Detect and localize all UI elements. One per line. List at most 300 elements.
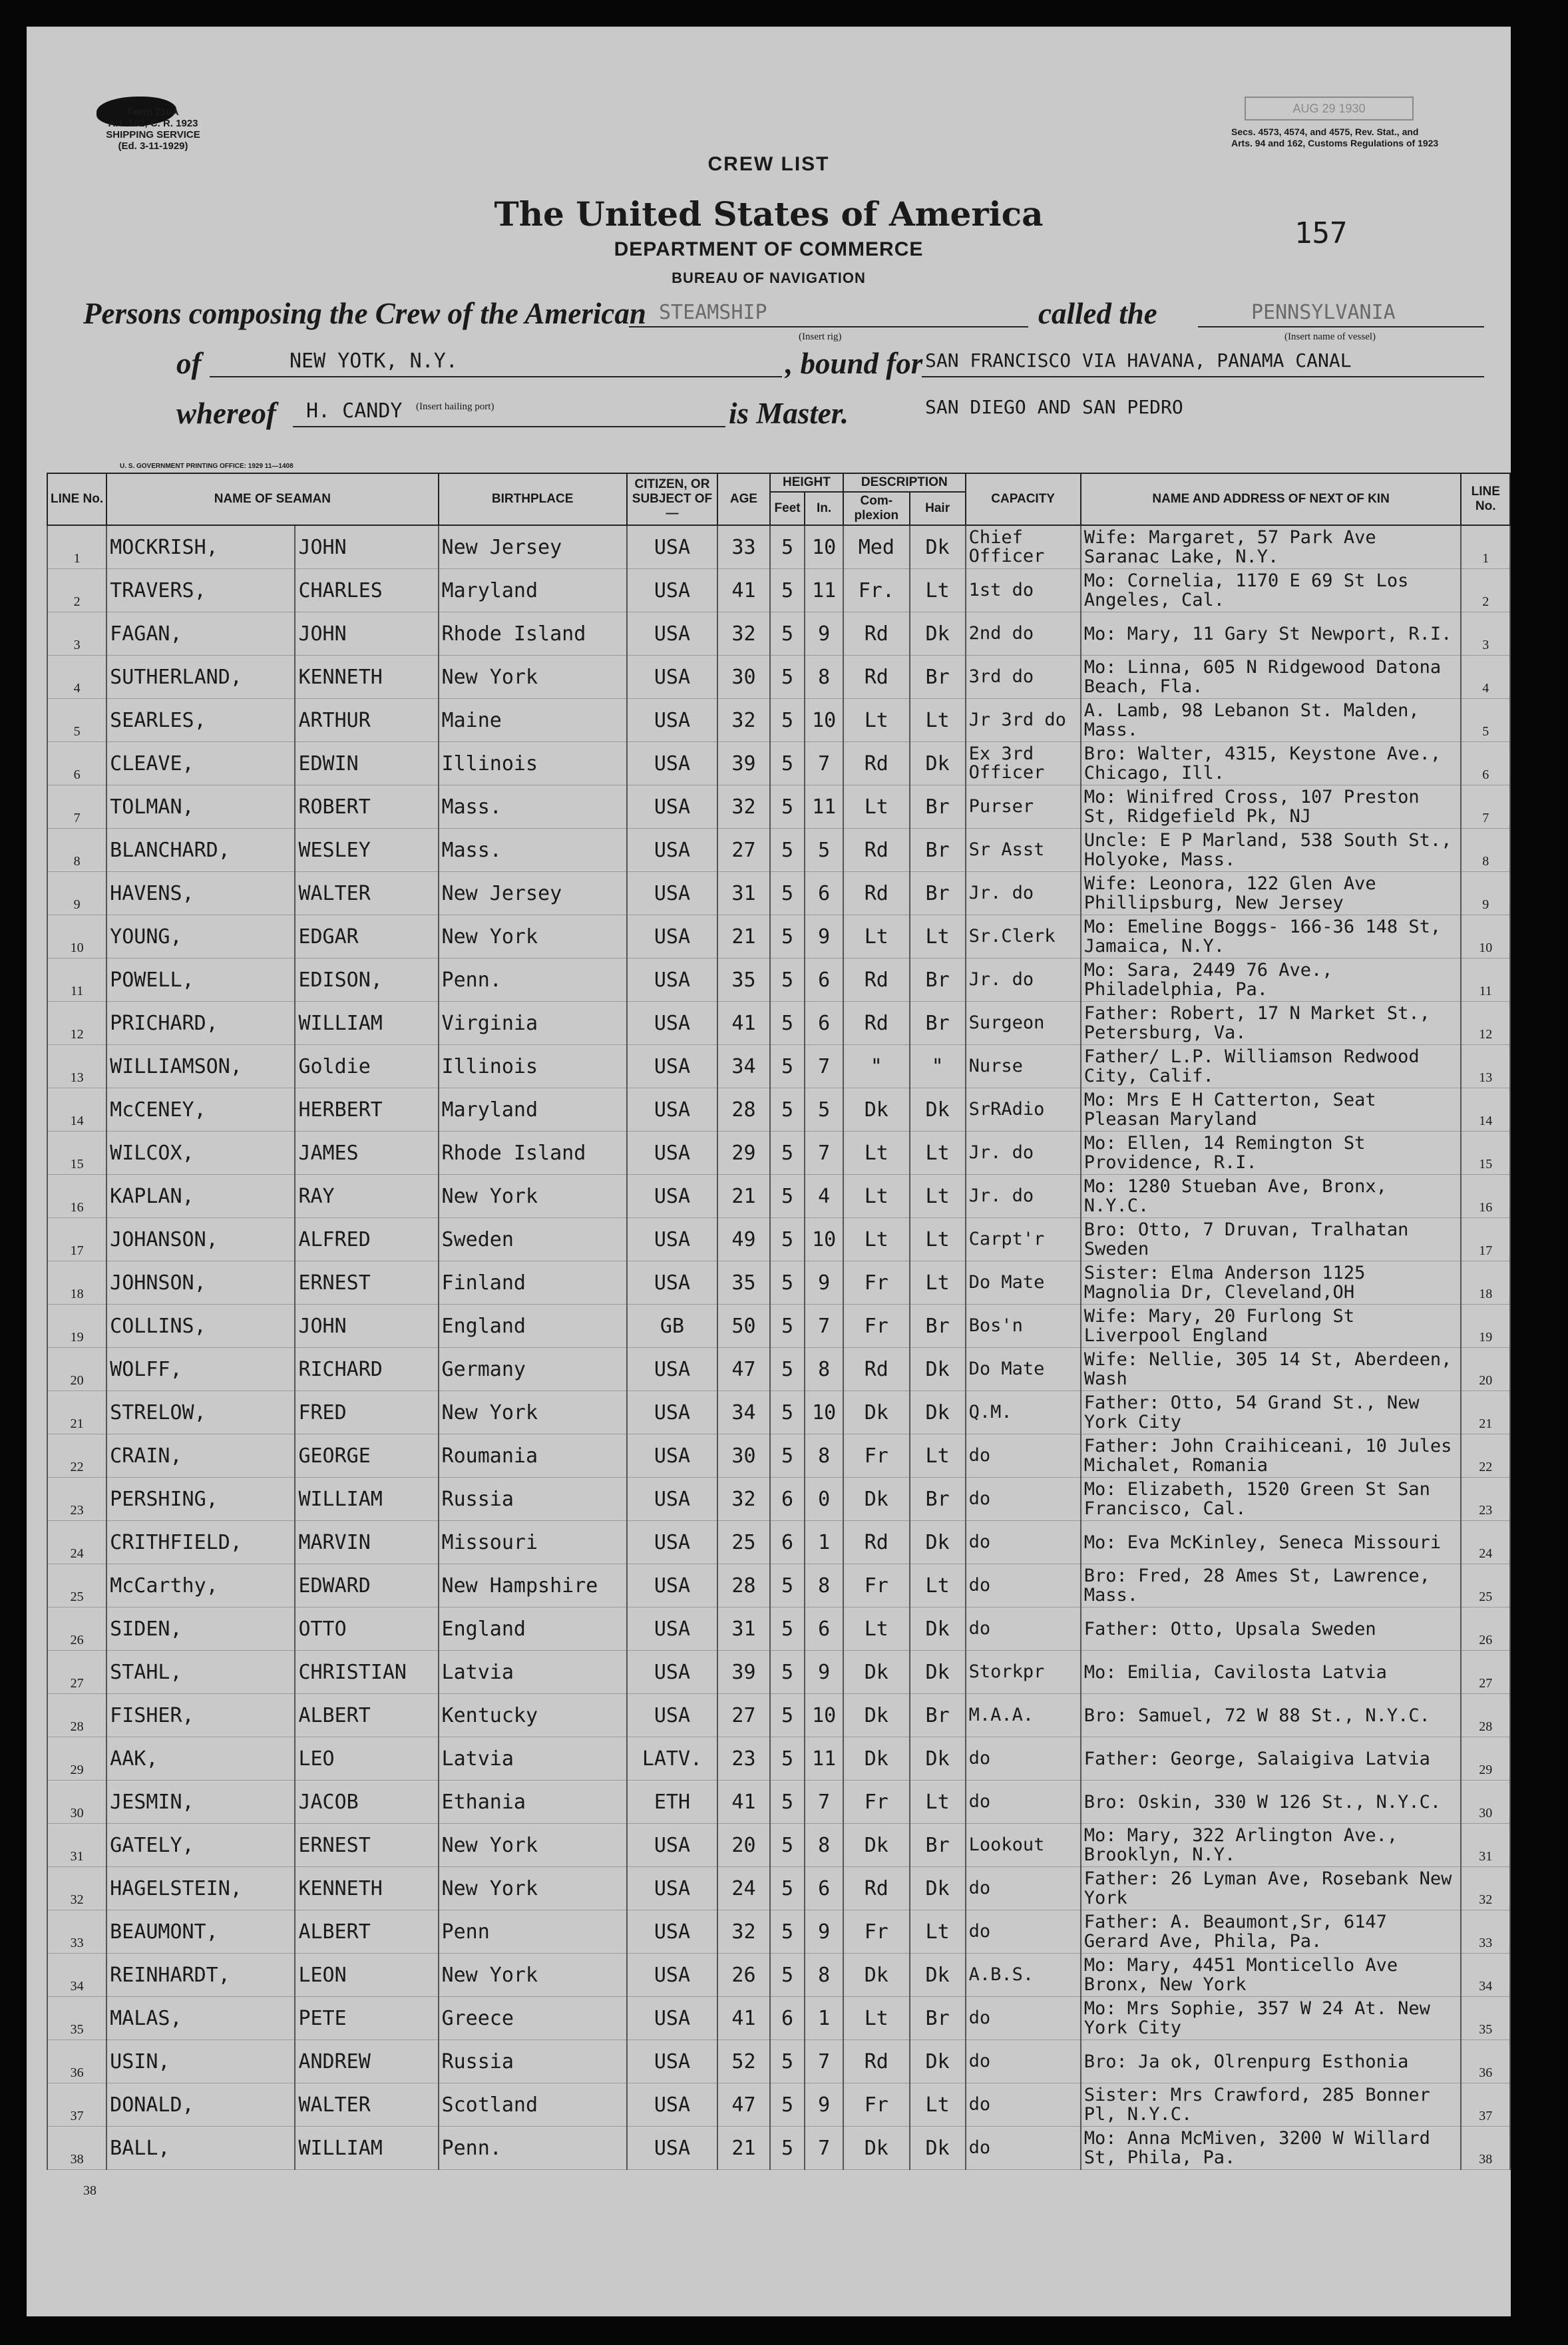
seaman-given-name: WALTER xyxy=(295,872,438,915)
line-number-right: 37 xyxy=(1461,2083,1510,2127)
age: 30 xyxy=(717,656,770,699)
birthplace: Missouri xyxy=(439,1521,627,1564)
next-of-kin: Father: Otto, 54 Grand St., New York City xyxy=(1081,1391,1462,1434)
seaman-given-name: WESLEY xyxy=(295,829,438,872)
seaman-given-name: HERBERT xyxy=(295,1088,438,1132)
crew-row xyxy=(47,1564,1510,1607)
age: 20 xyxy=(717,1824,770,1867)
citizenship: USA xyxy=(627,1045,717,1088)
birthplace: Latvia xyxy=(439,1651,627,1694)
seaman-surname: USIN, xyxy=(106,2040,295,2083)
destination-fill-line xyxy=(922,376,1484,377)
seaman-surname: YOUNG, xyxy=(106,915,295,959)
hair: Br xyxy=(910,1997,966,2040)
capacity: Purser xyxy=(966,785,1081,829)
next-of-kin: Mo: Anna McMiven, 3200 W Willard St, Phila, Pa. xyxy=(1081,2127,1462,2170)
age: 49 xyxy=(717,1218,770,1261)
line-number: 14 xyxy=(47,1088,106,1132)
complexion: Rd xyxy=(843,656,910,699)
line-number: 7 xyxy=(47,785,106,829)
crew-row xyxy=(47,2083,1510,2127)
crew-list-document xyxy=(27,27,1511,2316)
birthplace: Illinois xyxy=(439,742,627,785)
height-feet: 5 xyxy=(770,1002,805,1045)
line-number: 27 xyxy=(47,1651,106,1694)
hair: Br xyxy=(910,1478,966,1521)
seaman-given-name: ARTHUR xyxy=(295,699,438,742)
crew-row xyxy=(47,1391,1510,1434)
height-feet: 5 xyxy=(770,1954,805,1997)
capacity: Lookout xyxy=(966,1824,1081,1867)
col-age: AGE xyxy=(717,473,770,525)
line-number: 34 xyxy=(47,1954,106,1997)
height-feet: 5 xyxy=(770,1261,805,1305)
line-number: 32 xyxy=(47,1867,106,1910)
complexion: Fr xyxy=(843,1910,910,1954)
hair: Br xyxy=(910,872,966,915)
height-feet: 5 xyxy=(770,1564,805,1607)
height-feet: 5 xyxy=(770,1824,805,1867)
complexion: Dk xyxy=(843,2127,910,2170)
citizenship: USA xyxy=(627,1521,717,1564)
line-number: 22 xyxy=(47,1434,106,1478)
crew-row xyxy=(47,959,1510,1002)
port-hint: (Insert hailing port) xyxy=(416,401,494,412)
line-number-right: 27 xyxy=(1461,1651,1510,1694)
citizenship: USA xyxy=(627,872,717,915)
line-number-right: 10 xyxy=(1461,915,1510,959)
line-number: 23 xyxy=(47,1478,106,1521)
birthplace: Scotland xyxy=(439,2083,627,2127)
age: 33 xyxy=(717,525,770,569)
printing-office-note: U. S. GOVERNMENT PRINTING OFFICE: 1929 11—1408 xyxy=(120,463,294,470)
line-number-right: 34 xyxy=(1461,1954,1510,1997)
height-inches: 9 xyxy=(805,915,843,959)
statute-reference: Secs. 4573, 4574, and 4575, Rev. Stat., and Arts. 94 and 162, Customs Regulations of 1923 xyxy=(1231,126,1439,148)
seaman-surname: FAGAN, xyxy=(106,612,295,656)
seaman-given-name: KENNETH xyxy=(295,656,438,699)
height-inches: 7 xyxy=(805,1781,843,1824)
next-of-kin: Mo: Mary, 11 Gary St Newport, R.I. xyxy=(1081,612,1462,656)
height-feet: 5 xyxy=(770,1910,805,1954)
line-number-right: 12 xyxy=(1461,1002,1510,1045)
age: 31 xyxy=(717,1607,770,1651)
next-of-kin: Mo: Cornelia, 1170 E 69 St Los Angeles, Cal. xyxy=(1081,569,1462,612)
line-number: 4 xyxy=(47,656,106,699)
seaman-given-name: OTTO xyxy=(295,1607,438,1651)
height-feet: 5 xyxy=(770,785,805,829)
age: 35 xyxy=(717,1261,770,1305)
next-of-kin: Bro: Oskin, 330 W 126 St., N.Y.C. xyxy=(1081,1781,1462,1824)
next-of-kin: Bro: Fred, 28 Ames St, Lawrence, Mass. xyxy=(1081,1564,1462,1607)
seaman-surname: CLEAVE, xyxy=(106,742,295,785)
height-inches: 0 xyxy=(805,1478,843,1521)
citizenship: USA xyxy=(627,1910,717,1954)
capacity: do xyxy=(966,1434,1081,1478)
crew-row xyxy=(47,872,1510,915)
line-number-right: 6 xyxy=(1461,742,1510,785)
seaman-surname: WILCOX, xyxy=(106,1132,295,1175)
hair: Lt xyxy=(910,2083,966,2127)
seaman-given-name: CHRISTIAN xyxy=(295,1651,438,1694)
seaman-surname: JESMIN, xyxy=(106,1781,295,1824)
seaman-surname: SIDEN, xyxy=(106,1607,295,1651)
complexion: Lt xyxy=(843,1218,910,1261)
height-inches: 10 xyxy=(805,1694,843,1737)
next-of-kin: Sister: Mrs Crawford, 285 Bonner Pl, N.Y.C. xyxy=(1081,2083,1462,2127)
capacity: do xyxy=(966,1521,1081,1564)
next-of-kin: Father: Otto, Upsala Sweden xyxy=(1081,1607,1462,1651)
capacity: A.B.S. xyxy=(966,1954,1081,1997)
seaman-given-name: PETE xyxy=(295,1997,438,2040)
hair: Lt xyxy=(910,1781,966,1824)
height-feet: 5 xyxy=(770,1348,805,1391)
height-inches: 9 xyxy=(805,1261,843,1305)
crew-row xyxy=(47,569,1510,612)
complexion: " xyxy=(843,1045,910,1088)
col-hair: Hair xyxy=(910,492,966,525)
seaman-given-name: ALFRED xyxy=(295,1218,438,1261)
height-inches: 7 xyxy=(805,2127,843,2170)
seaman-surname: STAHL, xyxy=(106,1651,295,1694)
birthplace: Penn xyxy=(439,1910,627,1954)
complexion: Lt xyxy=(843,785,910,829)
seaman-given-name: LEON xyxy=(295,1954,438,1997)
next-of-kin: Mo: Winifred Cross, 107 Preston St, Ridgefield Pk, NJ xyxy=(1081,785,1462,829)
crew-table xyxy=(47,473,1511,2170)
line-number: 21 xyxy=(47,1391,106,1434)
seaman-surname: POWELL, xyxy=(106,959,295,1002)
next-of-kin: Mo: 1280 Stueban Ave, Bronx, N.Y.C. xyxy=(1081,1175,1462,1218)
line-number: 25 xyxy=(47,1564,106,1607)
col-next-of-kin: NAME AND ADDRESS OF NEXT OF KIN xyxy=(1081,473,1462,525)
citizenship: USA xyxy=(627,1261,717,1305)
crew-row xyxy=(47,1694,1510,1737)
height-feet: 5 xyxy=(770,1088,805,1132)
crew-row xyxy=(47,1218,1510,1261)
col-citizen: CITIZEN, OR SUBJECT OF— xyxy=(627,473,717,525)
hair: Lt xyxy=(910,569,966,612)
age: 35 xyxy=(717,959,770,1002)
birthplace: New Jersey xyxy=(439,872,627,915)
height-inches: 10 xyxy=(805,1391,843,1434)
crew-row xyxy=(47,2127,1510,2170)
capacity: do xyxy=(966,2083,1081,2127)
line-number: 11 xyxy=(47,959,106,1002)
persons-label: Persons composing the Crew of the American xyxy=(83,297,646,330)
crew-row xyxy=(47,1954,1510,1997)
master-label: is Master. xyxy=(729,397,849,430)
line-number-right: 32 xyxy=(1461,1867,1510,1910)
called-label: called the xyxy=(1038,297,1157,330)
citizenship: LATV. xyxy=(627,1737,717,1781)
col-inches: In. xyxy=(805,492,843,525)
age: 28 xyxy=(717,1088,770,1132)
capacity: Jr 3rd do xyxy=(966,699,1081,742)
height-feet: 5 xyxy=(770,1434,805,1478)
seaman-given-name: LEO xyxy=(295,1737,438,1781)
nation-heading: The United States of America xyxy=(494,194,1044,234)
complexion: Fr. xyxy=(843,569,910,612)
col-birthplace: BIRTHPLACE xyxy=(439,473,627,525)
line-number-right: 22 xyxy=(1461,1434,1510,1478)
citizenship: USA xyxy=(627,1607,717,1651)
next-of-kin: Wife: Margaret, 57 Park Ave Saranac Lake, N.Y. xyxy=(1081,525,1462,569)
hair: Lt xyxy=(910,1564,966,1607)
crew-row xyxy=(47,1045,1510,1088)
complexion: Rd xyxy=(843,829,910,872)
seaman-given-name: ERNEST xyxy=(295,1261,438,1305)
citizenship: USA xyxy=(627,1564,717,1607)
complexion: Lt xyxy=(843,1175,910,1218)
age: 32 xyxy=(717,1910,770,1954)
height-inches: 6 xyxy=(805,1867,843,1910)
complexion: Fr xyxy=(843,1261,910,1305)
citizenship: USA xyxy=(627,2083,717,2127)
crew-row xyxy=(47,1607,1510,1651)
hair: Br xyxy=(910,829,966,872)
form-title: CREW LIST xyxy=(707,153,830,175)
line-number: 10 xyxy=(47,915,106,959)
line-number-right: 33 xyxy=(1461,1910,1510,1954)
height-inches: 7 xyxy=(805,1305,843,1348)
capacity: Storkpr xyxy=(966,1651,1081,1694)
complexion: Rd xyxy=(843,612,910,656)
date-stamp: AUG 29 1930 xyxy=(1245,97,1414,120)
line-number: 8 xyxy=(47,829,106,872)
line-number-right: 14 xyxy=(1461,1088,1510,1132)
line-number-right: 20 xyxy=(1461,1348,1510,1391)
port-fill-line xyxy=(210,376,782,377)
birthplace: Rhode Island xyxy=(439,1132,627,1175)
age: 21 xyxy=(717,2127,770,2170)
birthplace: Maryland xyxy=(439,1088,627,1132)
citizenship: USA xyxy=(627,959,717,1002)
line-number-right: 25 xyxy=(1461,1564,1510,1607)
height-inches: 7 xyxy=(805,2040,843,2083)
master-value: H. CANDY xyxy=(306,399,403,423)
age: 21 xyxy=(717,915,770,959)
height-feet: 5 xyxy=(770,1781,805,1824)
age: 23 xyxy=(717,1737,770,1781)
line-number-right: 23 xyxy=(1461,1478,1510,1521)
col-feet: Feet xyxy=(770,492,805,525)
birthplace: New York xyxy=(439,915,627,959)
citizenship: USA xyxy=(627,1478,717,1521)
birthplace: Mass. xyxy=(439,785,627,829)
line-number: 5 xyxy=(47,699,106,742)
height-inches: 6 xyxy=(805,1607,843,1651)
crew-row xyxy=(47,1651,1510,1694)
next-of-kin: Mo: Ellen, 14 Remington St Providence, R.I. xyxy=(1081,1132,1462,1175)
line-number: 24 xyxy=(47,1521,106,1564)
height-feet: 5 xyxy=(770,1694,805,1737)
capacity: Q.M. xyxy=(966,1391,1081,1434)
height-feet: 5 xyxy=(770,829,805,872)
crew-row xyxy=(47,829,1510,872)
height-inches: 11 xyxy=(805,785,843,829)
complexion: Fr xyxy=(843,1564,910,1607)
line-number: 31 xyxy=(47,1824,106,1867)
birthplace: New York xyxy=(439,1867,627,1910)
line-number-right: 17 xyxy=(1461,1218,1510,1261)
seaman-given-name: WALTER xyxy=(295,2083,438,2127)
line-number: 20 xyxy=(47,1348,106,1391)
complexion: Dk xyxy=(843,1737,910,1781)
age: 47 xyxy=(717,1348,770,1391)
col-name: NAME OF SEAMAN xyxy=(106,473,438,525)
seaman-given-name: ERNEST xyxy=(295,1824,438,1867)
birthplace: New Hampshire xyxy=(439,1564,627,1607)
hair: Dk xyxy=(910,1954,966,1997)
complexion: Rd xyxy=(843,1867,910,1910)
height-inches: 8 xyxy=(805,656,843,699)
crew-row xyxy=(47,1434,1510,1478)
complexion: Fr xyxy=(843,1781,910,1824)
birthplace: Russia xyxy=(439,2040,627,2083)
capacity: Do Mate xyxy=(966,1348,1081,1391)
capacity: Jr. do xyxy=(966,1175,1081,1218)
complexion: Rd xyxy=(843,1002,910,1045)
height-feet: 5 xyxy=(770,1045,805,1088)
height-feet: 6 xyxy=(770,1478,805,1521)
capacity: 1st do xyxy=(966,569,1081,612)
hair: Dk xyxy=(910,1088,966,1132)
hair: Dk xyxy=(910,1391,966,1434)
hair: Dk xyxy=(910,2040,966,2083)
seaman-given-name: CHARLES xyxy=(295,569,438,612)
capacity: Carpt'r xyxy=(966,1218,1081,1261)
seaman-given-name: JOHN xyxy=(295,1305,438,1348)
citizenship: USA xyxy=(627,742,717,785)
next-of-kin: Father: George, Salaigiva Latvia xyxy=(1081,1737,1462,1781)
age: 41 xyxy=(717,1997,770,2040)
hair: Lt xyxy=(910,1175,966,1218)
capacity: 2nd do xyxy=(966,612,1081,656)
next-of-kin: Mo: Eva McKinley, Seneca Missouri xyxy=(1081,1521,1462,1564)
seaman-given-name: ROBERT xyxy=(295,785,438,829)
height-feet: 5 xyxy=(770,569,805,612)
birthplace: New Jersey xyxy=(439,525,627,569)
line-number: 33 xyxy=(47,1910,106,1954)
citizenship: USA xyxy=(627,1175,717,1218)
height-feet: 5 xyxy=(770,872,805,915)
seaman-surname: FISHER, xyxy=(106,1694,295,1737)
hair: Dk xyxy=(910,612,966,656)
crew-row xyxy=(47,1824,1510,1867)
capacity: Ex 3rd Officer xyxy=(966,742,1081,785)
height-feet: 6 xyxy=(770,1997,805,2040)
line-number: 35 xyxy=(47,1997,106,2040)
line-number: 9 xyxy=(47,872,106,915)
line-number: 16 xyxy=(47,1175,106,1218)
birthplace: England xyxy=(439,1607,627,1651)
crew-row xyxy=(47,1002,1510,1045)
capacity: do xyxy=(966,1737,1081,1781)
birthplace: Penn. xyxy=(439,959,627,1002)
line-number: 12 xyxy=(47,1002,106,1045)
citizenship: USA xyxy=(627,915,717,959)
next-of-kin: Father: 26 Lyman Ave, Rosebank New York xyxy=(1081,1867,1462,1910)
citizenship: USA xyxy=(627,1867,717,1910)
line-number: 30 xyxy=(47,1781,106,1824)
crew-row xyxy=(47,1348,1510,1391)
next-of-kin: Mo: Mrs Sophie, 357 W 24 At. New York City xyxy=(1081,1997,1462,2040)
seaman-given-name: ALBERT xyxy=(295,1694,438,1737)
citizenship: USA xyxy=(627,1002,717,1045)
port-value: NEW YOTK, N.Y. xyxy=(290,349,458,373)
next-of-kin: Mo: Emeline Boggs- 166-36 148 St, Jamaica, N.Y. xyxy=(1081,915,1462,959)
line-number-right: 3 xyxy=(1461,612,1510,656)
capacity: do xyxy=(966,2040,1081,2083)
line-number: 29 xyxy=(47,1737,106,1781)
age: 27 xyxy=(717,1694,770,1737)
height-inches: 6 xyxy=(805,959,843,1002)
height-inches: 5 xyxy=(805,829,843,872)
line-number-right: 5 xyxy=(1461,699,1510,742)
next-of-kin: Mo: Mary, 322 Arlington Ave., Brooklyn, N.Y. xyxy=(1081,1824,1462,1867)
line-number-right: 28 xyxy=(1461,1694,1510,1737)
hair: Br xyxy=(910,959,966,1002)
citizenship: USA xyxy=(627,1997,717,2040)
crew-row xyxy=(47,785,1510,829)
crew-row xyxy=(47,915,1510,959)
crew-row xyxy=(47,656,1510,699)
citizenship: USA xyxy=(627,1391,717,1434)
line-number-right: 16 xyxy=(1461,1175,1510,1218)
citizenship: USA xyxy=(627,699,717,742)
next-of-kin: Mo: Emilia, Cavilosta Latvia xyxy=(1081,1651,1462,1694)
complexion: Lt xyxy=(843,1997,910,2040)
col-height: HEIGHT xyxy=(770,473,843,492)
height-inches: 9 xyxy=(805,1910,843,1954)
height-feet: 5 xyxy=(770,1867,805,1910)
seaman-surname: PERSHING, xyxy=(106,1478,295,1521)
birthplace: Mass. xyxy=(439,829,627,872)
handwritten-number: 157 xyxy=(1294,216,1348,250)
height-inches: 4 xyxy=(805,1175,843,1218)
seaman-surname: BLANCHARD, xyxy=(106,829,295,872)
height-inches: 1 xyxy=(805,1521,843,1564)
citizenship: USA xyxy=(627,2127,717,2170)
bound-label: , bound for xyxy=(785,347,923,380)
crew-row xyxy=(47,1478,1510,1521)
line-number: 37 xyxy=(47,2083,106,2127)
seaman-given-name: JACOB xyxy=(295,1781,438,1824)
next-of-kin: Father: John Craihiceani, 10 Jules Michalet, Romania xyxy=(1081,1434,1462,1478)
next-of-kin: Father/ L.P. Williamson Redwood City, Calif. xyxy=(1081,1045,1462,1088)
seaman-surname: GATELY, xyxy=(106,1824,295,1867)
line-number: 1 xyxy=(47,525,106,569)
age: 41 xyxy=(717,1781,770,1824)
height-inches: 6 xyxy=(805,872,843,915)
hair: Br xyxy=(910,656,966,699)
height-feet: 5 xyxy=(770,1607,805,1651)
bureau-heading: BUREAU OF NAVIGATION xyxy=(672,270,866,286)
line-number-right: 2 xyxy=(1461,569,1510,612)
seaman-surname: HAVENS, xyxy=(106,872,295,915)
seaman-surname: TRAVERS, xyxy=(106,569,295,612)
hair: Dk xyxy=(910,742,966,785)
height-inches: 8 xyxy=(805,1954,843,1997)
seaman-given-name: JOHN xyxy=(295,525,438,569)
seaman-surname: TOLMAN, xyxy=(106,785,295,829)
seaman-given-name: WILLIAM xyxy=(295,1002,438,1045)
birthplace: New York xyxy=(439,1954,627,1997)
destination-line-1: SAN FRANCISCO VIA HAVANA, PANAMA CANAL xyxy=(925,349,1352,371)
age: 47 xyxy=(717,2083,770,2127)
height-inches: 8 xyxy=(805,1564,843,1607)
